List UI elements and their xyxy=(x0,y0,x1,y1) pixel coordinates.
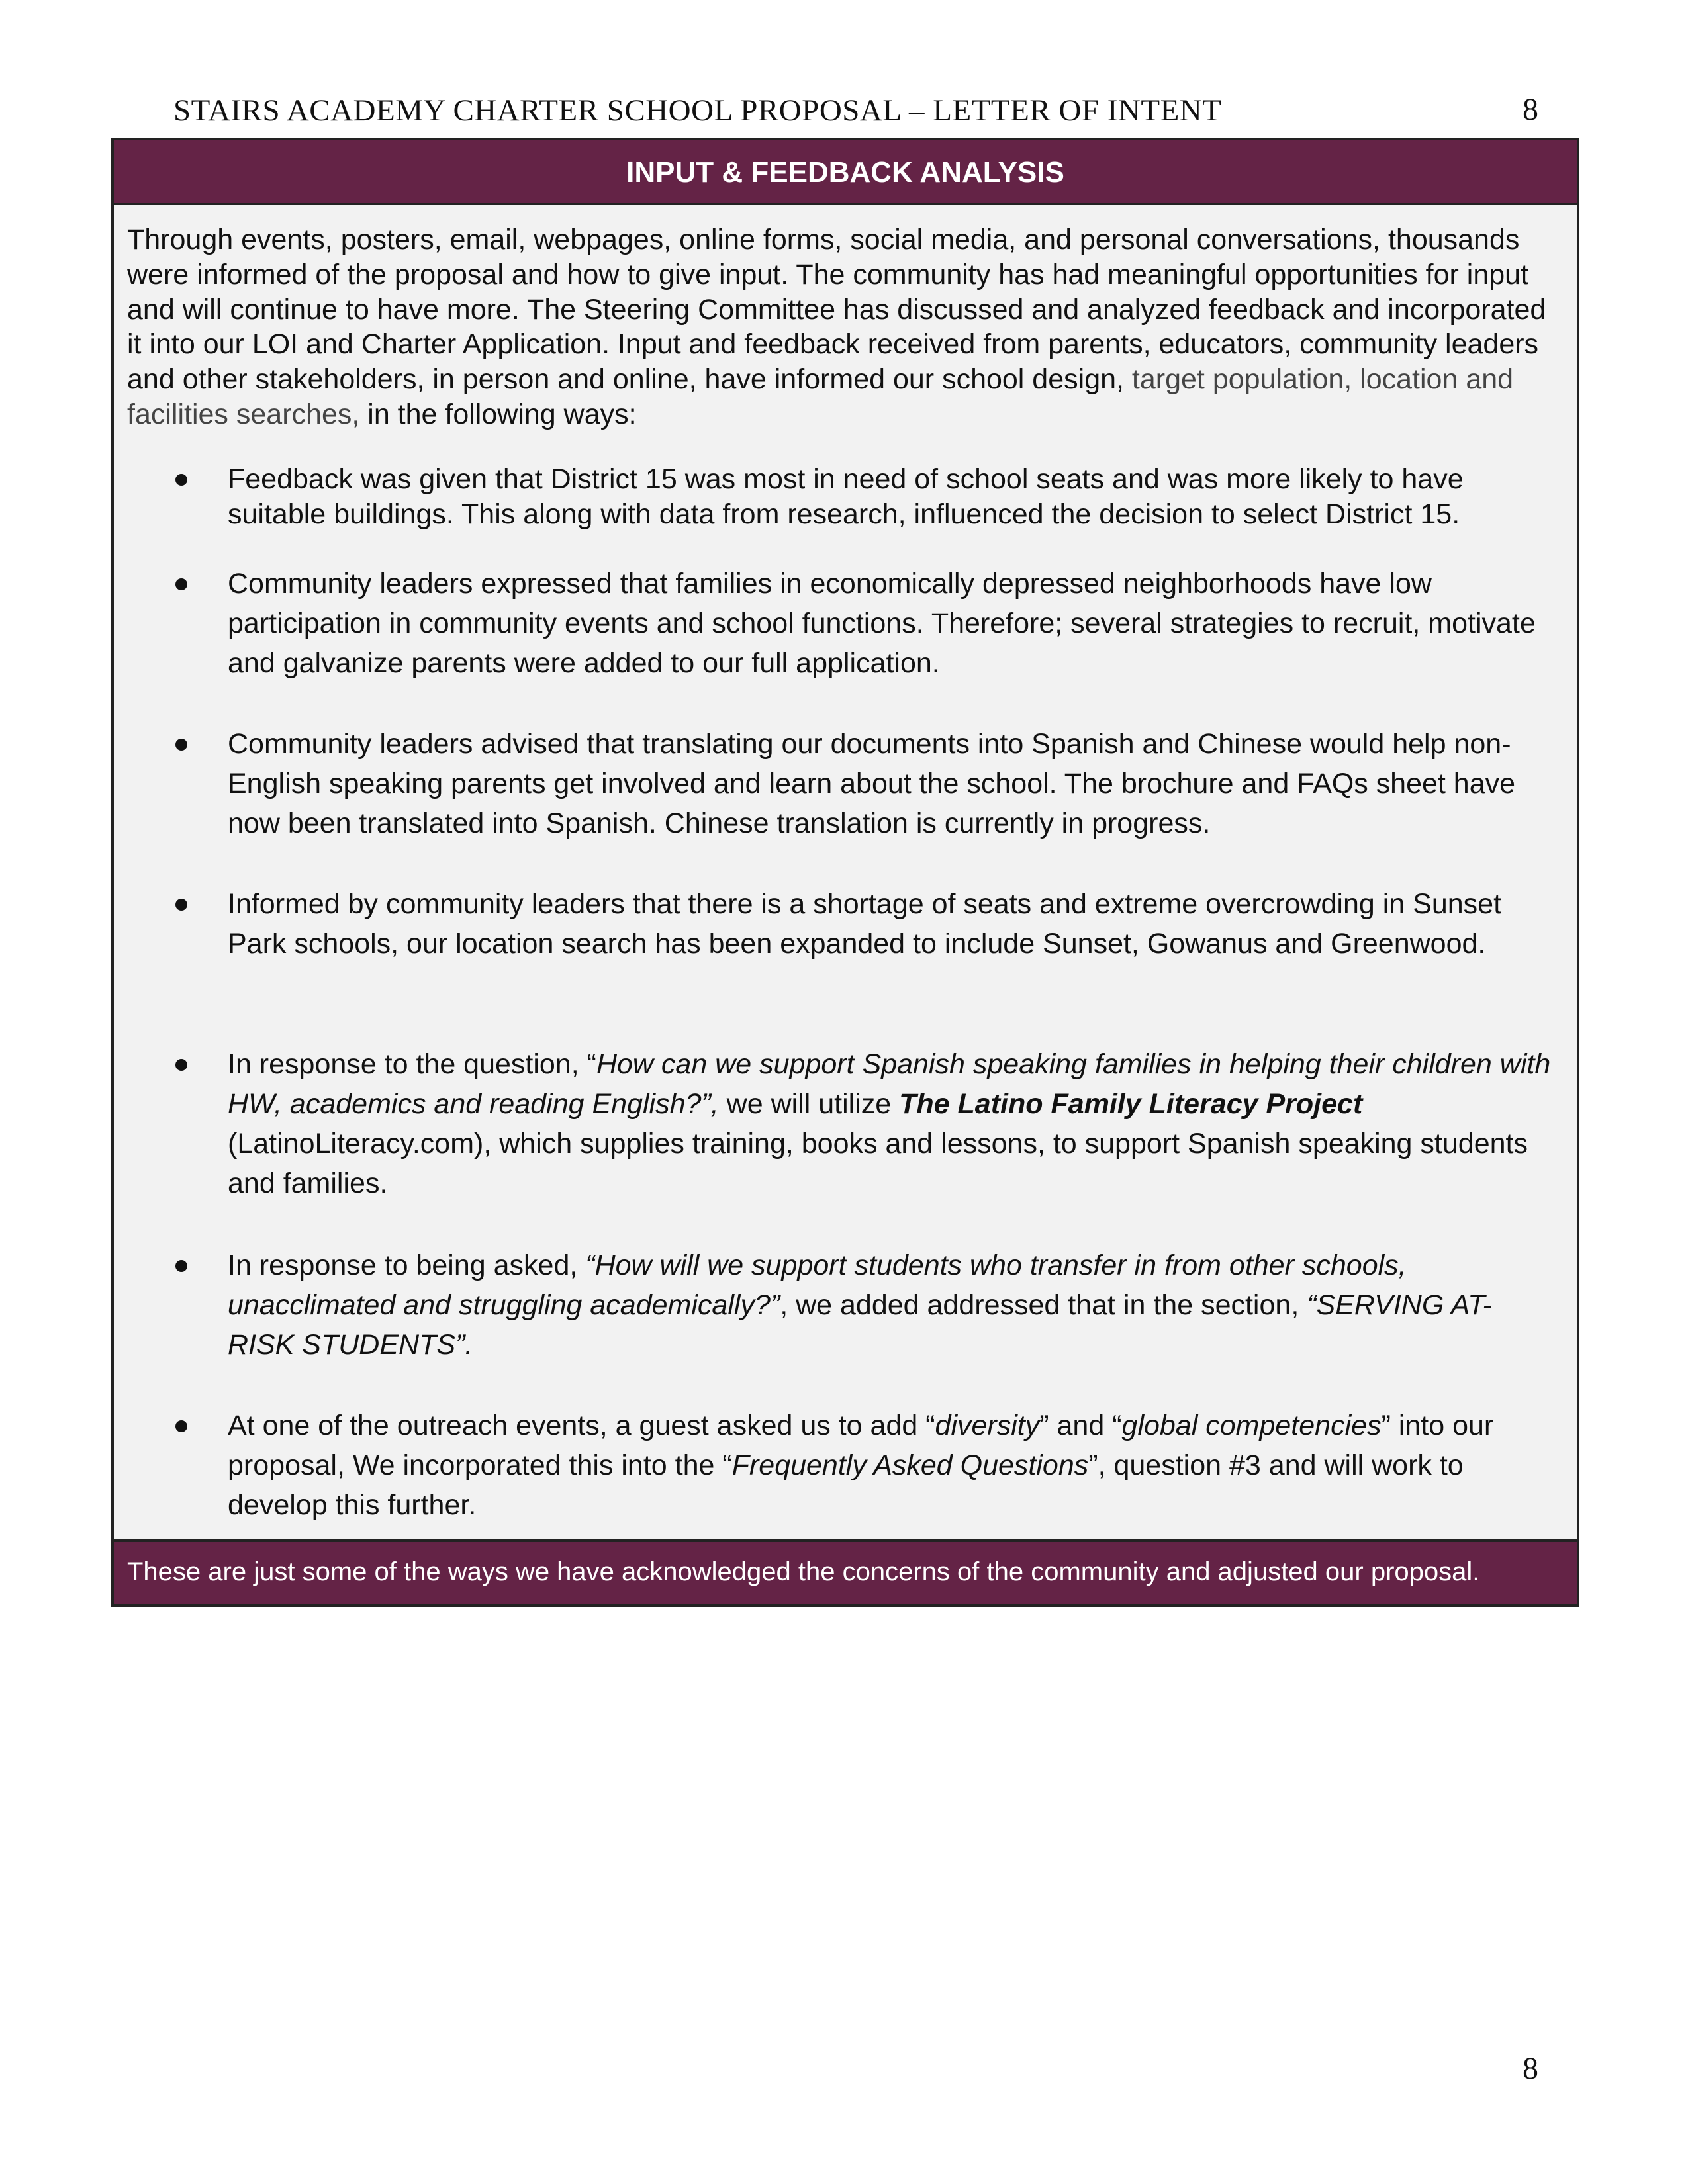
bullet-icon xyxy=(175,1059,187,1071)
list-item xyxy=(228,462,1558,532)
list-item-text: Community leaders expressed that families in economically depressed neighborhoods have low participation in community events and school functions. Therefore; several strategies to recruit, motivate and galvanize parents were added to our full application. xyxy=(228,568,1536,679)
list-item xyxy=(228,1044,1558,1203)
list-item-text: Informed by community leaders that there is a shortage of seats and extreme overcrowding in Sunset Park schools, our location search has been expanded to include Sunset, Gowanus and Greenwood. xyxy=(228,888,1502,960)
feedback-analysis-box xyxy=(111,138,1579,1607)
list-item-text: Community leaders advised that translating our documents into Spanish and Chinese would help non-English speaking parents get involved and learn about the school. The brochure and FAQs sheet have now been translated into Spanish. Chinese translation is currently in progress. xyxy=(228,728,1516,839)
intro-text-3: in the following ways: xyxy=(359,398,637,430)
list-item-text: At one of the outreach events, a guest asked us to add “diversity” and “global competencies” into our proposal, We incorporated this into the “Frequently Asked Questions”, question #3 and will work to develop this further. xyxy=(228,1410,1494,1521)
list-item xyxy=(228,1246,1558,1365)
box-footer: These are just some of the ways we have acknowledged the concerns of the community and adjusted our proposal. xyxy=(114,1539,1577,1604)
page-number-top: 8 xyxy=(1523,92,1538,127)
list-item-text: Feedback was given that District 15 was most in need of school seats and was more likely to have suitable buildings. This along with data from research, influenced the decision to select District 15. xyxy=(228,463,1464,530)
bullet-icon xyxy=(175,578,187,590)
bullet-icon xyxy=(175,739,187,751)
bullet-icon xyxy=(175,1420,187,1432)
intro-text-2: target population, location and facilities searches, xyxy=(127,363,1514,430)
bullet-icon xyxy=(175,899,187,911)
list-item-text: In response to being asked, “How will we support students who transfer in from other schools, unacclimated and struggling academically?”, we added addressed that in the section, “SERVING AT-RISK STUDENTS”. xyxy=(228,1250,1492,1361)
bullet-icon xyxy=(175,1260,187,1272)
list-item-text: In response to the question, “How can we support Spanish speaking families in helping their children with HW, academics and reading English?”, we will utilize The Latino Family Literacy Project (LatinoLiteracy.com), which supplies training, books and lessons, to support Spanish speaking students and families. xyxy=(228,1048,1551,1199)
list-item xyxy=(228,884,1558,964)
bullet-icon xyxy=(175,474,187,486)
list-item xyxy=(228,564,1558,683)
intro-text-1: Through events, posters, email, webpages, online forms, social media, and personal conversations, thousands were informed of the proposal and how to give input. The community has had meaningful opportunities for input and will continue to have more. The Steering Committee has discussed and analyzed feedback and incorporated it into our LOI and Charter Application. Input and feedback received from parents, educators, community leaders and other stakeholders, in person and online, have informed our school design, xyxy=(127,224,1546,396)
box-title: INPUT & FEEDBACK ANALYSIS xyxy=(114,140,1577,205)
list-item xyxy=(228,724,1558,843)
list-item xyxy=(228,1406,1558,1525)
page-number-bottom: 8 xyxy=(1523,2051,1538,2086)
intro-paragraph xyxy=(127,222,1564,432)
running-header: STAIRS ACADEMY CHARTER SCHOOL PROPOSAL – LETTER OF INTENT xyxy=(173,93,1222,128)
